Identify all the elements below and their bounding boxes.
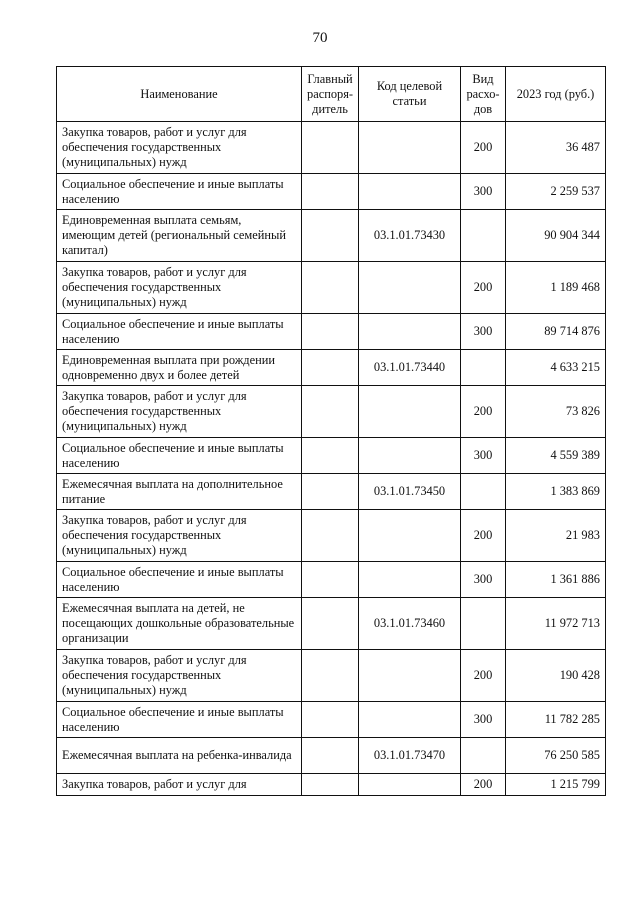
code-cell bbox=[359, 122, 461, 174]
name-cell: Закупка товаров, работ и услуг для обеспечения государственных (муниципальных) нужд bbox=[57, 122, 302, 174]
admin-cell bbox=[302, 386, 359, 438]
admin-cell bbox=[302, 350, 359, 386]
name-cell: Единовременная выплата семьям, имеющим детей (региональный семейный капитал) bbox=[57, 210, 302, 262]
code-cell bbox=[359, 314, 461, 350]
name-cell: Социальное обеспечение и иные выплаты населению bbox=[57, 438, 302, 474]
kind-cell: 200 bbox=[461, 122, 506, 174]
table-row bbox=[57, 562, 606, 598]
table-row bbox=[57, 510, 606, 562]
kind-cell: 200 bbox=[461, 510, 506, 562]
name-cell: Социальное обеспечение и иные выплаты населению bbox=[57, 562, 302, 598]
code-cell: 03.1.01.73450 bbox=[359, 474, 461, 510]
sum-cell: 1 215 799 bbox=[506, 774, 606, 796]
sum-cell: 90 904 344 bbox=[506, 210, 606, 262]
table-row bbox=[57, 314, 606, 350]
admin-cell bbox=[302, 262, 359, 314]
table-row bbox=[57, 262, 606, 314]
name-cell: Ежемесячная выплата на дополнительное питание bbox=[57, 474, 302, 510]
header-name: Наименование bbox=[57, 67, 302, 122]
code-cell bbox=[359, 650, 461, 702]
name-cell: Закупка товаров, работ и услуг для обеспечения государственных (муниципальных) нужд bbox=[57, 386, 302, 438]
sum-cell: 89 714 876 bbox=[506, 314, 606, 350]
table-row bbox=[57, 774, 606, 796]
table-row bbox=[57, 210, 606, 262]
admin-cell bbox=[302, 438, 359, 474]
table-row bbox=[57, 438, 606, 474]
sum-cell: 11 782 285 bbox=[506, 702, 606, 738]
kind-cell: 300 bbox=[461, 314, 506, 350]
sum-cell: 11 972 713 bbox=[506, 598, 606, 650]
admin-cell bbox=[302, 562, 359, 598]
kind-cell bbox=[461, 210, 506, 262]
sum-cell: 1 383 869 bbox=[506, 474, 606, 510]
name-cell: Закупка товаров, работ и услуг для обеспечения государственных (муниципальных) нужд bbox=[57, 262, 302, 314]
code-cell: 03.1.01.73460 bbox=[359, 598, 461, 650]
kind-cell bbox=[461, 474, 506, 510]
admin-cell bbox=[302, 510, 359, 562]
table-row bbox=[57, 174, 606, 210]
table-row bbox=[57, 122, 606, 174]
header-code: Код целевой статьи bbox=[359, 67, 461, 122]
kind-cell: 200 bbox=[461, 386, 506, 438]
sum-cell: 73 826 bbox=[506, 386, 606, 438]
admin-cell bbox=[302, 210, 359, 262]
name-cell: Закупка товаров, работ и услуг для bbox=[57, 774, 302, 796]
table-row bbox=[57, 738, 606, 774]
budget-table bbox=[56, 66, 606, 796]
code-cell bbox=[359, 386, 461, 438]
table-row bbox=[57, 598, 606, 650]
name-cell: Ежемесячная выплата на ребенка-инвалида bbox=[57, 738, 302, 774]
name-cell: Социальное обеспечение и иные выплаты населению bbox=[57, 174, 302, 210]
code-cell: 03.1.01.73440 bbox=[359, 350, 461, 386]
name-cell: Единовременная выплата при рождении одновременно двух и более детей bbox=[57, 350, 302, 386]
admin-cell bbox=[302, 702, 359, 738]
header-admin: Главный распоря-дитель bbox=[302, 67, 359, 122]
name-cell: Закупка товаров, работ и услуг для обеспечения государственных (муниципальных) нужд bbox=[57, 510, 302, 562]
header-sum: 2023 год (руб.) bbox=[506, 67, 606, 122]
kind-cell: 300 bbox=[461, 562, 506, 598]
name-cell: Ежемесячная выплата на детей, не посещающих дошкольные образовательные организации bbox=[57, 598, 302, 650]
admin-cell bbox=[302, 738, 359, 774]
kind-cell: 200 bbox=[461, 774, 506, 796]
kind-cell: 300 bbox=[461, 174, 506, 210]
sum-cell: 4 633 215 bbox=[506, 350, 606, 386]
kind-cell: 200 bbox=[461, 650, 506, 702]
kind-cell bbox=[461, 350, 506, 386]
code-cell bbox=[359, 438, 461, 474]
sum-cell: 2 259 537 bbox=[506, 174, 606, 210]
code-cell bbox=[359, 174, 461, 210]
code-cell bbox=[359, 562, 461, 598]
sum-cell: 21 983 bbox=[506, 510, 606, 562]
sum-cell: 190 428 bbox=[506, 650, 606, 702]
admin-cell bbox=[302, 650, 359, 702]
kind-cell: 200 bbox=[461, 262, 506, 314]
admin-cell bbox=[302, 474, 359, 510]
sum-cell: 76 250 585 bbox=[506, 738, 606, 774]
table-row bbox=[57, 350, 606, 386]
kind-cell bbox=[461, 598, 506, 650]
table-row bbox=[57, 386, 606, 438]
table-row bbox=[57, 702, 606, 738]
code-cell: 03.1.01.73470 bbox=[359, 738, 461, 774]
kind-cell: 300 bbox=[461, 702, 506, 738]
sum-cell: 4 559 389 bbox=[506, 438, 606, 474]
admin-cell bbox=[302, 774, 359, 796]
kind-cell bbox=[461, 738, 506, 774]
sum-cell: 36 487 bbox=[506, 122, 606, 174]
table-body bbox=[57, 122, 606, 796]
sum-cell: 1 361 886 bbox=[506, 562, 606, 598]
admin-cell bbox=[302, 598, 359, 650]
page-number: 70 bbox=[312, 30, 328, 46]
code-cell bbox=[359, 510, 461, 562]
header-kind: Вид расхо-дов bbox=[461, 67, 506, 122]
admin-cell bbox=[302, 122, 359, 174]
code-cell bbox=[359, 262, 461, 314]
admin-cell bbox=[302, 174, 359, 210]
admin-cell bbox=[302, 314, 359, 350]
sum-cell: 1 189 468 bbox=[506, 262, 606, 314]
code-cell bbox=[359, 702, 461, 738]
name-cell: Закупка товаров, работ и услуг для обеспечения государственных (муниципальных) нужд bbox=[57, 650, 302, 702]
table-header-row bbox=[57, 67, 606, 122]
code-cell: 03.1.01.73430 bbox=[359, 210, 461, 262]
table-row bbox=[57, 650, 606, 702]
kind-cell: 300 bbox=[461, 438, 506, 474]
name-cell: Социальное обеспечение и иные выплаты населению bbox=[57, 702, 302, 738]
name-cell: Социальное обеспечение и иные выплаты населению bbox=[57, 314, 302, 350]
table-row bbox=[57, 474, 606, 510]
code-cell bbox=[359, 774, 461, 796]
